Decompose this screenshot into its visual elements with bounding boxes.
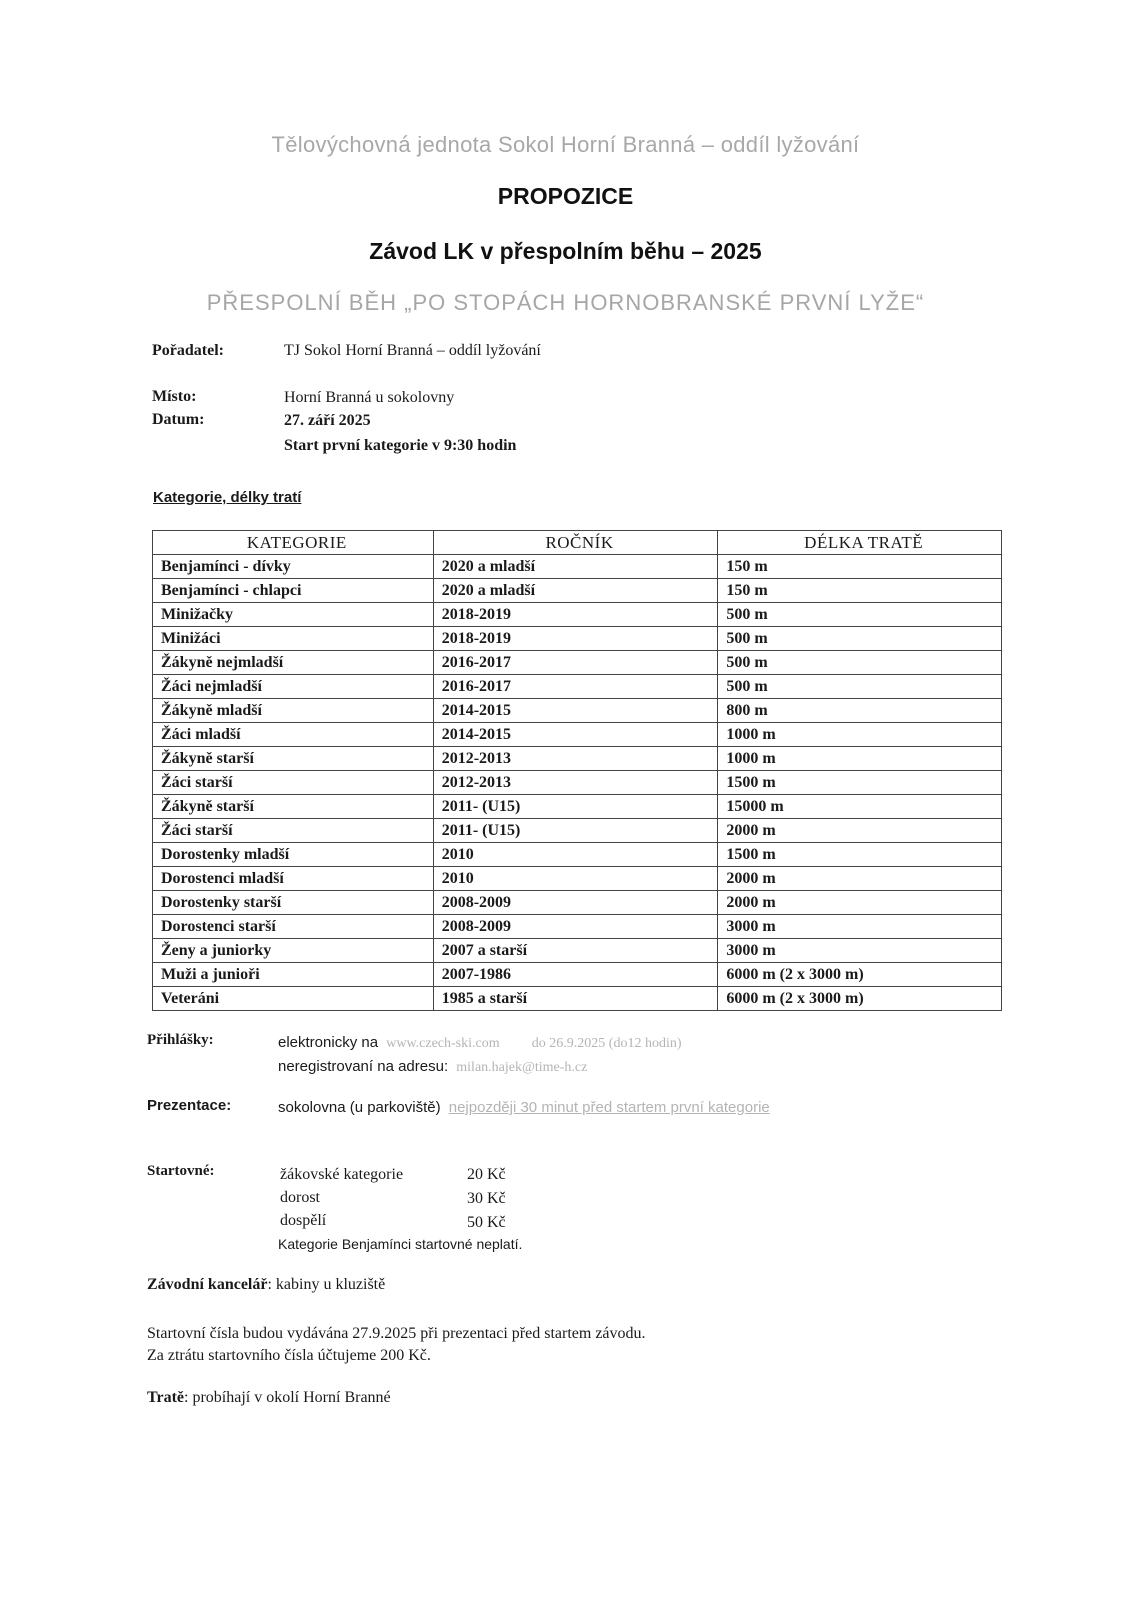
table-row bbox=[153, 867, 1002, 891]
year-cell: 2018-2019 bbox=[433, 627, 718, 651]
date-label: Datum: bbox=[152, 411, 205, 428]
table-row bbox=[153, 723, 1002, 747]
distance-cell: 1500 m bbox=[718, 843, 1002, 867]
category-cell: Žákyně mladší bbox=[153, 699, 434, 723]
place-value: Horní Branná u sokolovny bbox=[284, 389, 455, 406]
registration-label: Přihlášky: bbox=[147, 1032, 214, 1048]
distance-cell: 500 m bbox=[718, 603, 1002, 627]
table-row bbox=[153, 795, 1002, 819]
year-cell: 2016-2017 bbox=[433, 675, 718, 699]
category-cell: Benjamínci - dívky bbox=[153, 555, 434, 579]
registration-email-link[interactable]: milan.hajek@time-h.cz bbox=[456, 1060, 588, 1075]
year-cell: 2014-2015 bbox=[433, 699, 718, 723]
category-cell: Dorostenky starší bbox=[153, 891, 434, 915]
distance-cell: 800 m bbox=[718, 699, 1002, 723]
categories-table-body bbox=[153, 555, 1002, 1011]
category-cell: Dorostenky mladší bbox=[153, 843, 434, 867]
category-cell: Ženy a juniorky bbox=[153, 939, 434, 963]
year-cell: 2012-2013 bbox=[433, 747, 718, 771]
year-cell: 2011- (U15) bbox=[433, 795, 718, 819]
categories-section-title: Kategorie, délky tratí bbox=[153, 489, 302, 506]
race-office-label: Závodní kancelář bbox=[147, 1276, 268, 1293]
category-cell: Žáci starší bbox=[153, 771, 434, 795]
registration-electronic-prefix: elektronicky na bbox=[278, 1034, 379, 1051]
distance-cell: 1000 m bbox=[718, 723, 1002, 747]
table-row bbox=[153, 819, 1002, 843]
year-cell: 2007 a starší bbox=[433, 939, 718, 963]
presentation-value: sokolovna (u parkoviště) bbox=[278, 1099, 441, 1116]
year-cell: 2020 a mladší bbox=[433, 579, 718, 603]
category-cell: Žáci nejmladší bbox=[153, 675, 434, 699]
document-subtitle: Závod LK v přespolním běhu – 2025 bbox=[369, 238, 762, 264]
distance-cell: 1000 m bbox=[718, 747, 1002, 771]
registration-unregistered bbox=[278, 1058, 587, 1076]
table-row bbox=[153, 939, 1002, 963]
distance-cell: 1500 m bbox=[718, 771, 1002, 795]
fee-item-name: dospělí bbox=[280, 1212, 327, 1229]
presentation-info bbox=[278, 1099, 770, 1116]
distance-cell: 500 m bbox=[718, 627, 1002, 651]
year-cell: 2010 bbox=[433, 843, 718, 867]
year-cell: 2016-2017 bbox=[433, 651, 718, 675]
distance-cell: 500 m bbox=[718, 651, 1002, 675]
categories-table bbox=[152, 530, 1002, 1011]
category-cell: Benjamínci - chlapci bbox=[153, 579, 434, 603]
registration-url-link[interactable]: www.czech-ski.com bbox=[386, 1036, 500, 1051]
year-cell: 2020 a mladší bbox=[433, 555, 718, 579]
organizer-value: TJ Sokol Horní Branná – oddíl lyžování bbox=[284, 342, 541, 359]
date-value: 27. září 2025 bbox=[284, 412, 371, 429]
table-row bbox=[153, 603, 1002, 627]
table-row bbox=[153, 915, 1002, 939]
distance-cell: 2000 m bbox=[718, 891, 1002, 915]
category-cell: Minižáci bbox=[153, 627, 434, 651]
table-row bbox=[153, 747, 1002, 771]
table-row bbox=[153, 627, 1002, 651]
distance-cell: 150 m bbox=[718, 555, 1002, 579]
category-cell: Žákyně starší bbox=[153, 747, 434, 771]
year-cell: 2008-2009 bbox=[433, 891, 718, 915]
category-cell: Veteráni bbox=[153, 987, 434, 1011]
race-name: PŘESPOLNÍ BĚH „PO STOPÁCH HORNOBRANSKÉ PRVNÍ LYŽE“ bbox=[206, 290, 925, 315]
registration-unregistered-prefix: neregistrovaní na adresu: bbox=[278, 1058, 449, 1075]
table-row bbox=[153, 579, 1002, 603]
distance-cell: 3000 m bbox=[718, 915, 1002, 939]
distance-cell: 2000 m bbox=[718, 819, 1002, 843]
category-cell: Žáci starší bbox=[153, 819, 434, 843]
tracks-label: Tratě bbox=[147, 1389, 185, 1406]
presentation-label: Prezentace: bbox=[147, 1097, 232, 1114]
distance-cell: 15000 m bbox=[718, 795, 1002, 819]
table-row bbox=[153, 963, 1002, 987]
fee-item-name: dorost bbox=[280, 1189, 320, 1206]
category-cell: Minižačky bbox=[153, 603, 434, 627]
fee-item-amount: 50 Kč bbox=[467, 1214, 506, 1231]
tracks-value: : probíhají v okolí Horní Branné bbox=[184, 1389, 391, 1406]
fee-item-name: žákovské kategorie bbox=[280, 1166, 404, 1183]
fee-item-amount: 20 Kč bbox=[467, 1166, 506, 1183]
distance-cell: 6000 m (2 x 3000 m) bbox=[718, 987, 1002, 1011]
registration-electronic bbox=[278, 1034, 682, 1052]
table-row bbox=[153, 651, 1002, 675]
year-cell: 2011- (U15) bbox=[433, 819, 718, 843]
fee-note: Kategorie Benjamínci startovné neplatí. bbox=[278, 1236, 523, 1252]
header-year: ROČNÍK bbox=[433, 531, 718, 555]
table-header-row bbox=[153, 531, 1002, 555]
race-office bbox=[147, 1276, 385, 1294]
start-time-value: Start první kategorie v 9:30 hodin bbox=[284, 437, 517, 454]
header-category: KATEGORIE bbox=[153, 531, 434, 555]
table-row bbox=[153, 555, 1002, 579]
place-label: Místo: bbox=[152, 388, 197, 405]
entry-fee-label: Startovné: bbox=[147, 1163, 215, 1179]
year-cell: 2007-1986 bbox=[433, 963, 718, 987]
category-cell: Žáci mladší bbox=[153, 723, 434, 747]
distance-cell: 150 m bbox=[718, 579, 1002, 603]
organizer-label: Pořadatel: bbox=[152, 342, 224, 359]
document-title: PROPOZICE bbox=[497, 183, 634, 209]
category-cell: Dorostenci mladší bbox=[153, 867, 434, 891]
organization-heading: Tělovýchovná jednota Sokol Horní Branná – oddíl lyžování bbox=[271, 132, 860, 157]
table-row bbox=[153, 699, 1002, 723]
year-cell: 2014-2015 bbox=[433, 723, 718, 747]
year-cell: 2008-2009 bbox=[433, 915, 718, 939]
category-cell: Žákyně starší bbox=[153, 795, 434, 819]
year-cell: 2018-2019 bbox=[433, 603, 718, 627]
category-cell: Dorostenci starší bbox=[153, 915, 434, 939]
year-cell: 2010 bbox=[433, 867, 718, 891]
distance-cell: 2000 m bbox=[718, 867, 1002, 891]
header-distance: DÉLKA TRATĚ bbox=[718, 531, 1002, 555]
category-cell: Žákyně nejmladší bbox=[153, 651, 434, 675]
registration-deadline: do 26.9.2025 (do12 hodin) bbox=[531, 1036, 682, 1051]
distance-cell: 500 m bbox=[718, 675, 1002, 699]
distance-cell: 3000 m bbox=[718, 939, 1002, 963]
fee-item-amount: 30 Kč bbox=[467, 1190, 506, 1207]
category-cell: Muži a junioři bbox=[153, 963, 434, 987]
table-row bbox=[153, 771, 1002, 795]
bib-numbers-line2: Za ztrátu startovního čísla účtujeme 200 Kč. bbox=[147, 1347, 431, 1364]
presentation-note: nejpozději 30 minut před startem první kategorie bbox=[448, 1099, 770, 1116]
year-cell: 2012-2013 bbox=[433, 771, 718, 795]
table-row bbox=[153, 843, 1002, 867]
distance-cell: 6000 m (2 x 3000 m) bbox=[718, 963, 1002, 987]
table-row bbox=[153, 891, 1002, 915]
bib-numbers-line1: Startovní čísla budou vydávána 27.9.2025 při prezentaci před startem závodu. bbox=[147, 1325, 646, 1342]
table-row bbox=[153, 987, 1002, 1011]
tracks bbox=[147, 1389, 391, 1407]
race-office-value: : kabiny u kluziště bbox=[267, 1276, 386, 1293]
year-cell: 1985 a starší bbox=[433, 987, 718, 1011]
table-row bbox=[153, 675, 1002, 699]
